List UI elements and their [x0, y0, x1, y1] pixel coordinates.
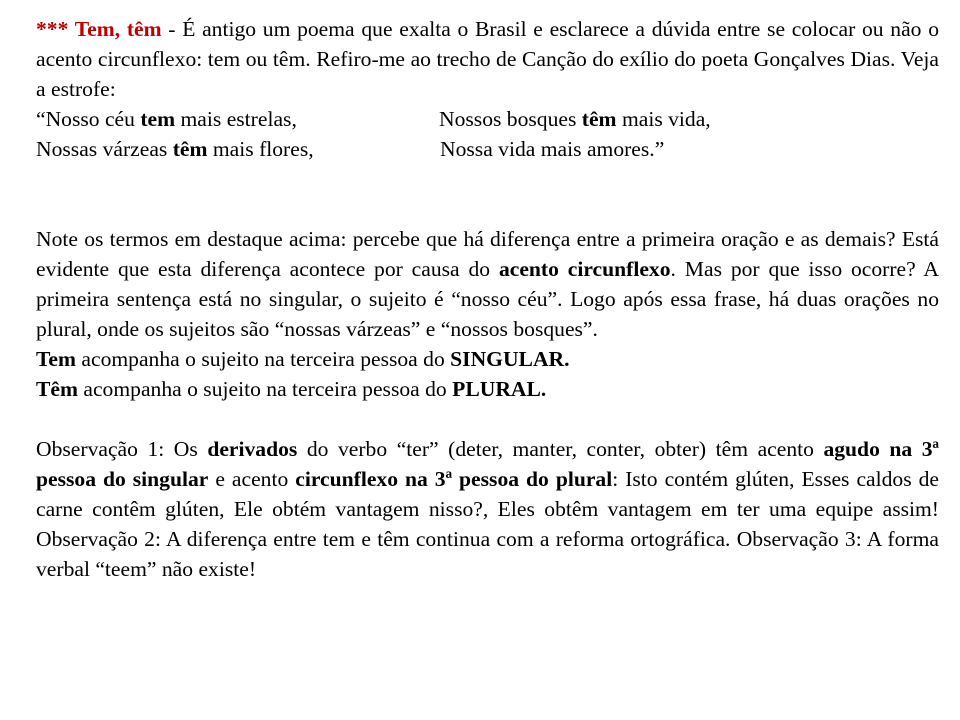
- rule-plural: [36, 374, 939, 404]
- note-text-2: . Mas por que isso ocorre? A primeira sentença está no singular, o sujeito é “nosso céu”. Logo após essa frase, há duas orações no plural, onde os sujeitos são “nossas várzeas” e “nossos bosques”.: [36, 257, 939, 341]
- obs-text-1: Observação 1: Os: [36, 437, 208, 461]
- obs-text-4: : Isto contém glúten, Esses caldos de carne contêm glúten, Ele obtém vantagem nisso?, Eles obtêm vantagem em ter uma equipe assim! Observação 2: A diferença entre tem e têm continua com a reforma ortográfica. Observação 3: A forma verbal “teem” não existe!: [36, 467, 939, 581]
- poem-line-3-start: Nossas várzeas: [36, 137, 173, 161]
- document-page: [36, 14, 939, 584]
- poem-line-3-end: mais flores,: [207, 137, 314, 161]
- rule-singular: [36, 344, 939, 374]
- note-bold-1: acento circunflexo: [498, 257, 671, 281]
- rule-singular-number: SINGULAR.: [450, 347, 570, 371]
- poem-line-1-end: mais estrelas,: [175, 107, 297, 131]
- obs-bold-2: agudo na 3ª pessoa do singular: [36, 437, 940, 491]
- intro-paragraph: [36, 14, 939, 104]
- obs-text-3: e acento: [208, 467, 296, 491]
- poem-row-1: [36, 104, 939, 134]
- note-text-1: Note os termos em destaque acima: percebe que há diferença entre a primeira oração e as demais? Está evidente que esta diferença acontece por causa do: [36, 227, 939, 281]
- intro-text: - É antigo um poema que exalta o Brasil e esclarece a dúvida entre se colocar ou não o acento circunflexo: tem ou têm. Refiro-me ao trecho de Canção do exílio do poeta Gonçalves Dias. Veja a estrofe:: [36, 17, 939, 101]
- poem-row-2: [36, 134, 939, 164]
- poem-line-2-end: mais vida,: [616, 107, 711, 131]
- rule-singular-verb: Tem: [36, 347, 76, 371]
- observations-paragraph: [36, 434, 939, 584]
- poem-line-3: [36, 137, 314, 161]
- poem-line-2-start: Nossos bosques: [439, 107, 582, 131]
- obs-bold-1: derivados: [207, 437, 298, 461]
- rule-plural-number: PLURAL.: [452, 377, 547, 401]
- rule-plural-verb: Têm: [36, 377, 78, 401]
- poem-line-1-start: “Nosso céu: [36, 107, 141, 131]
- poem-line-2: [439, 104, 711, 134]
- spacer: [36, 404, 939, 434]
- poem-line-1-verb: tem: [140, 107, 176, 131]
- poem-line-3-verb: têm: [172, 137, 208, 161]
- rule-plural-text: acompanha o sujeito na terceira pessoa do: [77, 377, 453, 401]
- poem-line-1: [36, 107, 297, 131]
- spacer: [36, 164, 939, 224]
- poem-line-4: Nossa vida mais amores.”: [440, 137, 665, 161]
- obs-text-2: do verbo “ter” (deter, manter, conter, obter) têm acento: [297, 437, 824, 461]
- intro-heading: *** Tem, têm: [36, 17, 162, 41]
- rule-singular-text: acompanha o sujeito na terceira pessoa do: [76, 347, 451, 371]
- obs-bold-3: circunflexo na 3ª pessoa do plural: [295, 467, 613, 491]
- note-paragraph: [36, 224, 939, 344]
- poem-line-2-verb: têm: [581, 107, 617, 131]
